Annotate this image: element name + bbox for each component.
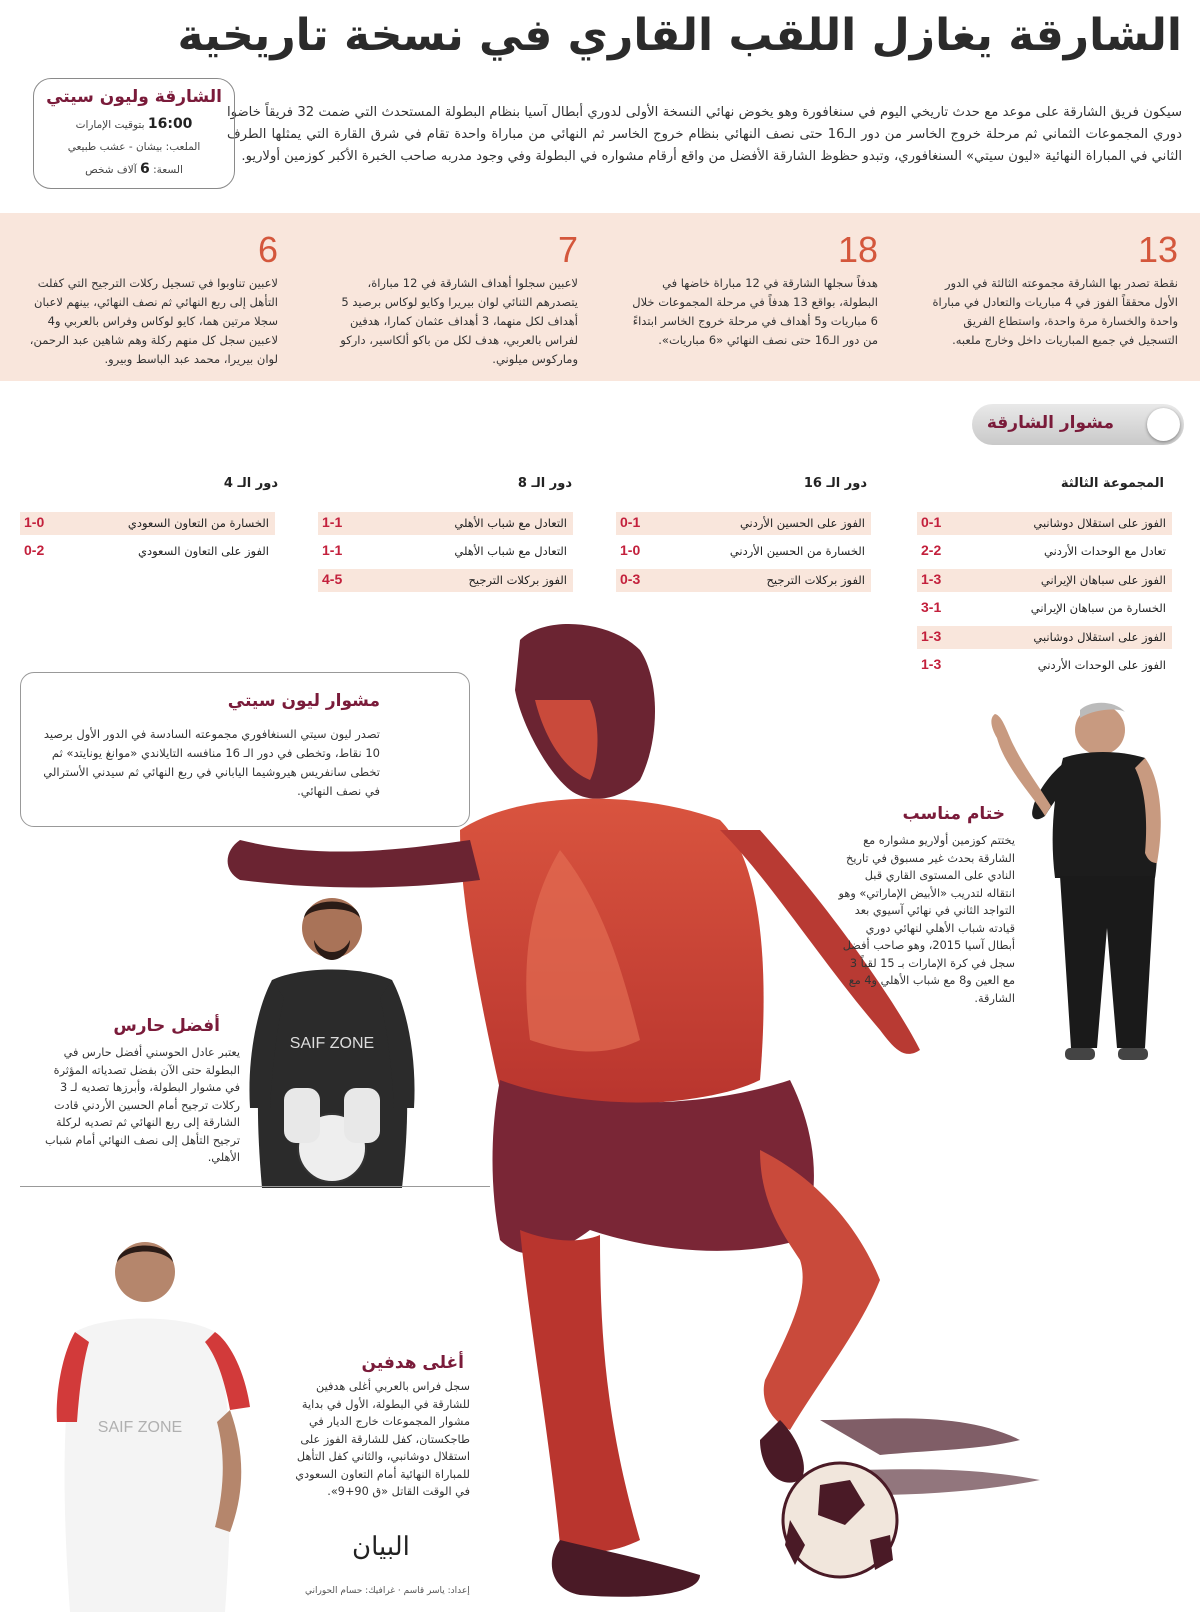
- lion-city-box: [20, 672, 470, 827]
- stat-text: نقطة تصدر بها الشارقة مجموعته الثالثة في الدور الأول محققاً الفوز في 4 مباريات والتعادل في مباراة واحدة والخسارة مرة واحدة، واستطاع الفريق التسجيل في جميع المباريات داخل وخارج ملعبه.: [932, 276, 1178, 347]
- page-title: الشارقة يغازل اللقب القاري في نسخة تاريخية: [177, 10, 1182, 61]
- goals-title: أغلى هدفين: [361, 1353, 464, 1373]
- result-score: 0-1: [921, 514, 942, 530]
- result-score: 1-1: [322, 514, 343, 530]
- coach-text: يختتم كوزمين أولاريو مشواره مع الشارقة بحدث غير مسبوق في تاريخ النادي على المستوى القاري قبل انتقاله لتدريب «الأبيض الإماراتي» وهو التواجد الثاني في نهائي آسيوي بعد قيادته شباب الأهلي لنهائي دوري أبطال آسيا 2015، وهو صاحب أفضل سجل في كرة الإمارات بـ 15 لقباً 3 مع العين و8 مع شباب الأهلي و4 مع الشارقة.: [838, 834, 1015, 1005]
- result-score: 1-0: [620, 542, 641, 558]
- column-head-r16: دور الـ 16: [803, 476, 867, 491]
- result-score: 1-3: [921, 656, 942, 672]
- newspaper-logo: البيان: [352, 1532, 410, 1562]
- result-name: الفوز بركلات الترجيح: [766, 573, 865, 587]
- stat-number: 13: [1137, 229, 1178, 270]
- section-label: مشوار الشارقة: [986, 413, 1114, 433]
- credits: إعداد: ياسر قاسم · غرافيك: حسام الحوراني: [305, 1586, 470, 1596]
- keeper-text: يعتبر عادل الحوسني أفضل حارس في البطولة حتى الآن بفضل تصدياته المؤثرة في مشوار البطولة، وأبرزها تصديه لـ 3 ركلات ترجيح أمام الحسين الأردني قادت الشارقة إلى ربع النهائي ثم تصديه لركلة ترجيح التأهل إلى نصف النهائي أمام شباب الأهلي.: [45, 1046, 240, 1164]
- result-score: 4-5: [322, 571, 343, 587]
- intro-paragraph: سيكون فريق الشارقة على موعد مع حدث تاريخي اليوم في سنغافورة وهو يخوض نهائي النسخة الأولى لدوري أبطال آسيا بنظام البطولة المستحدث التي ضمت 32 فريقاً خاضوا دوري المجموعات الثماني ثم مرحلة خروج الخاسر من دور الـ16 حتى نصف النهائي بنظام خروج الخاسر ثم النهائي من مباراة واحدة تقام في شرق القارة التي يمثلها الطرف الثاني في المباراة النهائية «ليون سيتي» السنغافوري، وتبدو حظوظ الشارقة الأفضل من واقع أرقام مشواره في البطولة وفي وجود مدربه صاحب الخبرة الأكبر كوزمين أولاريو.: [227, 105, 1182, 164]
- result-score: 0-2: [24, 542, 45, 558]
- coach-title: ختام مناسب: [902, 804, 1005, 824]
- result-name: الفوز على الحسين الأردني: [739, 516, 865, 530]
- result-name: الفوز على الوحدات الأردني: [1037, 658, 1166, 672]
- stat-number: 6: [257, 229, 278, 270]
- stat-number: 18: [837, 229, 878, 270]
- result-name: الفوز بركلات الترجيح: [468, 573, 567, 587]
- stat-text: هدفاً سجلها الشارقة في 12 مباراة خاضها في البطولة، بواقع 13 هدفاً في مرحلة المجموعات خلال 6 مباريات و5 أهداف في مرحلة خروج الخاسر ابتداءً من دور الـ16 حتى نصف النهائي «6 مباريات».: [632, 276, 878, 347]
- match-time-label: بتوقيت الإمارات: [75, 119, 145, 131]
- result-score: 0-3: [620, 571, 641, 587]
- result-name: الفوز على التعاون السعودي: [137, 544, 269, 558]
- coach-photo: [985, 698, 1185, 1098]
- result-name: التعادل مع شباب الأهلي: [454, 516, 567, 530]
- result-score: 3-1: [921, 599, 942, 615]
- result-name: التعادل مع شباب الأهلي: [454, 544, 567, 558]
- striker-photo: [45, 1232, 265, 1612]
- result-name: تعادل مع الوحدات الأردني: [1044, 544, 1166, 558]
- result-score: 0-1: [620, 514, 641, 530]
- result-score: 1-3: [921, 628, 942, 644]
- lion-city-text: تصدر ليون سيتي السنغافوري مجموعته السادسة في الدور الأول برصيد 10 نقاط، وتخطى في دور الـ 16 منافسه التايلاندي «موانغ يونايتد» ثم تخطى سانفريس هيروشيما الياباني في ربع النهائي ثم سيدني الأسترالي في نصف النهائي.: [43, 727, 380, 798]
- keeper-shirt-text: SAIF ZONE: [289, 1035, 375, 1052]
- column-head-sf: دور الـ 4: [223, 476, 278, 491]
- column-head-qf: دور الـ 8: [517, 476, 572, 491]
- result-name: الخسارة من التعاون السعودي: [127, 516, 269, 530]
- capacity-label: السعة:: [153, 164, 183, 176]
- match-time-value: 16:00: [147, 116, 193, 132]
- result-name: الفوز على استقلال دوشانبي: [1033, 630, 1166, 644]
- stat-text: لاعبين تناوبوا في تسجيل ركلات الترجيح التي كفلت التأهل إلى ربع النهائي ثم نصف النهائي، بينهم لاعبان سجلا مرتين هما، كايو لوكاس وفراس بالعربي و4 لاعبين سجل كل منهم ركلة وهم شاهين عبد الرحمن، لوان بيريرا، محمد عبد الباسط وبيرو.: [29, 276, 278, 366]
- capacity-unit: آلاف شخص: [85, 164, 137, 176]
- goals-text: سجل فراس بالعربي أغلى هدفين للشارقة في البطولة، الأول في بداية مشوار المجموعات خارج الديار في طاجكستان، كفل للشارقة الفوز على استقلال دوشانبي، والثاني كفل التأهل للمباراة النهائية أمام التعاون السعودي في الوقت القاتل «ق 90+9».: [295, 1380, 470, 1498]
- goalkeeper-photo: [232, 888, 432, 1188]
- match-title: الشارقة وليون سيتي: [46, 87, 222, 107]
- result-name: الفوز على سباهان الإيراني: [1040, 573, 1166, 587]
- column-head-group: المجموعة الثالثة: [1060, 476, 1164, 491]
- result-name: الخسارة من سباهان الإيراني: [1030, 601, 1166, 615]
- lion-city-title: مشوار ليون سيتي: [227, 691, 380, 711]
- result-name: الخسارة من الحسين الأردني: [729, 544, 865, 558]
- stat-text: لاعبين سجلوا أهداف الشارقة في 12 مباراة، يتصدرهم الثنائي لوان بيريرا وكايو لوكاس برصيد 5 أهداف لكل منهما، 3 أهداف عثمان كمارا، هدفين لفراس بالعربي، هدف لكل من باكو ألكاسير، داركو وماركوس ميلوني.: [340, 276, 578, 366]
- capacity-value: 6: [140, 161, 150, 177]
- result-score: 1-3: [921, 571, 942, 587]
- keeper-title: أفضل حارس: [113, 1016, 220, 1036]
- result-name: الفوز على استقلال دوشانبي: [1033, 516, 1166, 530]
- striker-shirt-text: SAIF ZONE: [97, 1419, 183, 1436]
- result-score: 1-1: [322, 542, 343, 558]
- keeper-divider: [20, 1186, 490, 1187]
- result-score: 2-2: [921, 542, 942, 558]
- result-score: 1-0: [24, 514, 45, 530]
- stat-number: 7: [557, 229, 578, 270]
- match-stadium: الملعب: بيشان - عشب طبيعي: [67, 141, 201, 153]
